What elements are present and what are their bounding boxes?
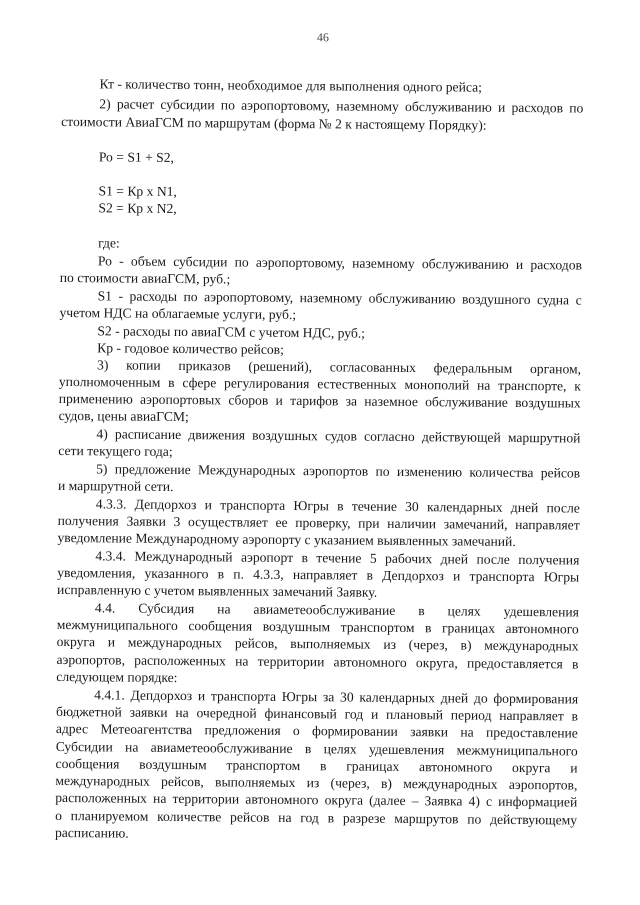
formula-line: Ро = S1 + S2,: [98, 149, 175, 165]
text-line: исправленную с учетом выявленных замечаний Заявку.: [57, 581, 378, 600]
text-line: 5) предложение Международных аэропортов по изменению количества рейсов: [96, 461, 581, 481]
text-line: Кр - годовое количество рейсов;: [97, 340, 284, 357]
text-line: 4.4.1. Депдорхоз и транспорта Югры за 30 календарных дней до формирования: [94, 687, 579, 707]
text-line: 4.3.3. Депдорхоз и транспорта Югры в течение 30 календарных дней после: [95, 496, 580, 516]
text-line: 3) копии приказов (решений), согласованных федеральным органом,: [96, 357, 582, 377]
text-line: сообщения воздушным транспортом в границах автономного округа и: [55, 755, 578, 776]
text-line: учетом НДС на облагаемые услуги, руб.;: [59, 304, 297, 323]
text-line: 4.3.4. Международный аэропорт в течение 5 рабочих дней после получения: [95, 548, 580, 568]
text-line: Субсидии на авиаметеообслуживание в целях удешевления межмуниципального: [55, 738, 578, 759]
text-line: аэропортов, расположенных на территории автономного округа, предоставляется в: [56, 651, 579, 672]
text-line: получения Заявки 3 осуществляет ее проверку, при наличии замечаний, направляет: [57, 512, 580, 533]
text-line: где:: [98, 235, 120, 251]
text-line: стоимости АвиаГСМ по маршрутам (форма № 2 к настоящему Порядку):: [61, 113, 487, 133]
text-line: о планируемом количестве рейсов на год в разрезе маршрутов по действующему: [55, 807, 578, 828]
text-line: судов, цены авиаГСМ;: [58, 407, 189, 425]
text-line: S2 - расходы по авиаГСМ с учетом НДС, руб.;: [97, 323, 366, 341]
text-line: применению аэропортовых сборов и тарифов за наземное обслуживание воздушных: [58, 390, 581, 411]
text-line: международных рейсов, выполняемых из (через, в) международных аэропортов,: [55, 772, 578, 793]
text-line: уведомления, указанного в п. 4.3.3, направляет в Депдорхоз и транспорта Югры: [57, 564, 580, 585]
text-line: Кт - количество тонн, необходимое для выполнения одного рейса;: [99, 76, 482, 95]
text-line: адрес Метеоагентства предложения о формировании заявки на предоставление: [55, 720, 578, 741]
text-line: Ро - объем субсидии по аэропортовому, наземному обслуживанию и расходов: [97, 253, 583, 273]
formula-line: S2 = Кр x N2,: [98, 200, 177, 217]
text-line: бюджетной заявки на очередной финансовый год и плановый период направляет в: [55, 703, 579, 724]
text-line: и маршрутной сети.: [57, 477, 174, 494]
document-page: [55, 28, 584, 883]
formula-line: S1 = Кр x N1,: [98, 183, 177, 200]
text-line: 2) расчет субсидии по аэропортовому, наземному обслуживанию и расходов по: [99, 96, 584, 116]
text-line: уполномоченным в сфере регулирования естественных монополий на транспорте, к: [58, 373, 581, 394]
text-line: 4.4. Субсидия на авиаметеообслуживание в целях удешевления: [94, 600, 579, 620]
text-line: сети текущего года;: [58, 442, 173, 459]
text-line: S1 - расходы по аэропортовому, наземному обслуживанию воздушного судна с: [97, 288, 582, 308]
text-line: межмуниципального сообщения воздушным транспортом в границах автономного: [56, 616, 579, 637]
text-line: следующем порядке:: [56, 668, 178, 686]
text-line: 4) расписание движения воздушных судов согласно действующей маршрутной: [96, 426, 581, 446]
text-line: расписанию.: [54, 824, 129, 841]
page-number: 46: [316, 30, 329, 45]
text-line: уведомление Международному аэропорту с указанием выявленных замечаний.: [57, 529, 516, 549]
text-line: округа и международных рейсов, выполняемых из (через, в) международных: [56, 633, 579, 654]
text-line: расположенных на территории автономного округа (далее – Заявка 4) с информацией: [55, 789, 578, 810]
text-line: по стоимости авиаГСМ, руб.;: [59, 269, 231, 287]
